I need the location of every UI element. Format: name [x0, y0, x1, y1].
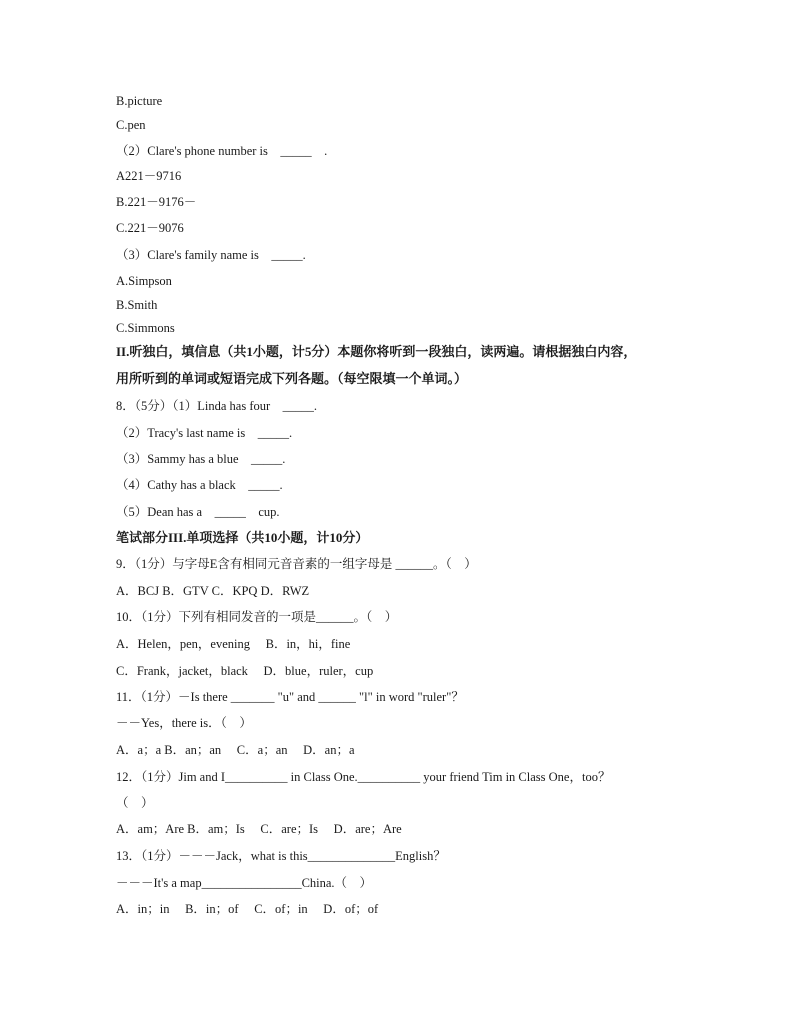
- q7-3-option-a: A.Simpson: [116, 274, 172, 288]
- q8-item-5: （5）Dean has a _____ cup.: [116, 505, 280, 519]
- q7-2-question: （2）Clare's phone number is _____ .: [116, 144, 328, 158]
- q7-2-option-a: A221－9716: [116, 169, 182, 183]
- q7-2-option-c: C.221－9076: [116, 221, 184, 235]
- q12-options: A．am；Are B．am；Is C．are；Is D．are；Are: [116, 822, 402, 836]
- q13-question: 13．（1分）－－－Jack，what is this______________English？: [116, 849, 446, 863]
- q8-item-4: （4）Cathy has a black _____.: [116, 478, 283, 492]
- q12-question: 12．（1分）Jim and I__________ in Class One.__________ your friend Tim in Class One，too？: [116, 770, 611, 784]
- q13-options: A．in；in B．in；of C．of；in D．of；of: [116, 902, 379, 916]
- q11-question: 11．（1分）－Is there _______ "u" and ______ "l" in word "ruler"？: [116, 690, 464, 704]
- q10-question: 10．（1分）下列有相同发音的一项是______。（ ）: [116, 610, 398, 624]
- q8-item-3: （3）Sammy has a blue _____.: [116, 452, 286, 466]
- q7-3-option-b: B.Smith: [116, 298, 158, 312]
- q11-options: A．a；a B．an；an C．a；an D．an；a: [116, 743, 355, 757]
- q11-response: －－Yes，there is．（ ）: [116, 716, 252, 730]
- section-3-heading: 笔试部分III.单项选择（共10小题，计10分）: [116, 530, 369, 545]
- q10-options-cd: C．Frank，jacket，black D．blue，ruler，cup: [116, 664, 374, 678]
- section-2-instructions: 用所听到的单词或短语完成下列各题。（每空限填一个单词。）: [116, 371, 468, 386]
- q8-item-1: 8．（5分）（1）Linda has four _____.: [116, 399, 318, 413]
- q7-1-option-b: B.picture: [116, 94, 163, 108]
- q7-1-option-c: C.pen: [116, 118, 146, 132]
- q9-options: A．BCJ B．GTV C．KPQ D．RWZ: [116, 584, 310, 598]
- q12-answer-bracket: （ ）: [116, 796, 154, 810]
- q7-3-option-c: C.Simmons: [116, 321, 175, 335]
- q8-item-2: （2）Tracy's last name is _____.: [116, 426, 293, 440]
- q7-2-option-b: B.221－9176－: [116, 195, 197, 209]
- q7-3-question: （3）Clare's family name is _____.: [116, 248, 306, 262]
- q10-options-ab: A．Helen，pen，evening B．in，hi，fine: [116, 637, 351, 651]
- section-2-heading: II.听独白，填信息（共1小题，计5分）本题你将听到一段独白，读两遍。请根据独白内容，: [116, 344, 637, 359]
- q9-question: 9．（1分）与字母E含有相同元音音素的一组字母是 ______。（ ）: [116, 557, 477, 571]
- q13-response: －－－It's a map________________China.（ ）: [116, 876, 373, 890]
